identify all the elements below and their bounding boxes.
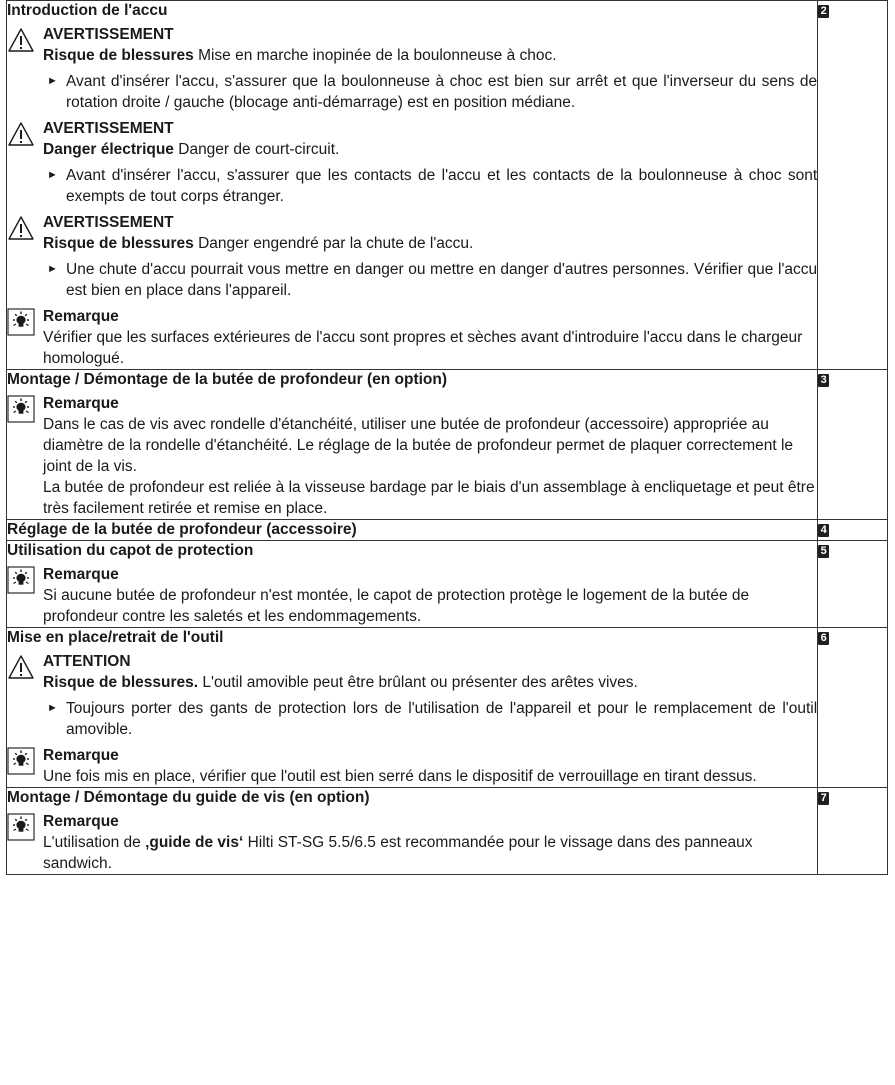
warning-block — [7, 118, 817, 207]
warning-heading: AVERTISSEMENT — [43, 120, 174, 137]
figure-number-badge: 7 — [818, 792, 829, 805]
risk-bold: Danger électrique — [43, 141, 174, 158]
instruction-table — [6, 0, 888, 875]
figure-number-badge: 2 — [818, 5, 829, 18]
note-block — [7, 306, 817, 369]
bullet-text: Avant d'insérer l'accu, s'assurer que les contacts de l'accu et les contacts de la boulonneuse à choc sont exempts de tout corps étranger. — [66, 167, 818, 205]
note-text-2: La butée de profondeur est reliée à la visseuse bardage par le biais d'un assemblage à encliquetage et peut être très facilement retirée et remise en place. — [43, 479, 815, 517]
section-title: Introduction de l'accu — [7, 2, 168, 19]
lightbulb-icon — [7, 395, 35, 423]
lightbulb-icon — [7, 566, 35, 594]
warning-block — [7, 24, 817, 113]
risk-line — [43, 672, 817, 693]
section-content — [7, 520, 818, 541]
section-content — [7, 788, 818, 875]
figure-number-badge: 4 — [818, 524, 829, 537]
risk-line — [43, 139, 817, 160]
bullet-text: Une chute d'accu pourrait vous mettre en danger ou mettre en danger d'autres personnes. Vérifier que l'accu est bien en place dans l'appareil. — [66, 261, 818, 299]
warning-heading: ATTENTION — [43, 653, 131, 670]
risk-text: L'outil amovible peut être brûlant ou présenter des arêtes vives. — [202, 674, 638, 691]
figure-number-cell — [818, 1, 888, 370]
note-text: Dans le cas de vis avec rondelle d'étanchéité, utiliser une butée de profondeur (accessoire) appropriée au diamètre de la rondelle d'étanchéité. Le réglage de la butée de profondeur permet de plaquer correctement le joint de la vis. — [43, 416, 794, 475]
warning-triangle-icon — [7, 120, 35, 148]
bullet-text: Toujours porter des gants de protection lors de l'utilisation de l'appareil et pour le remplacement de l'outil amovible. — [66, 700, 818, 738]
warning-triangle-icon — [7, 26, 35, 54]
section-row — [7, 541, 888, 628]
risk-bold: Risque de blessures — [43, 235, 194, 252]
warning-triangle-icon — [7, 653, 35, 681]
note-block — [7, 393, 817, 519]
section-content — [7, 370, 818, 520]
section-row — [7, 370, 888, 520]
note-heading: Remarque — [43, 747, 119, 764]
note-text-pre: L'utilisation de — [43, 834, 141, 851]
bullet-arrow-icon: ► — [47, 263, 58, 275]
figure-number-cell — [818, 370, 888, 520]
warning-block — [7, 212, 817, 301]
note-text: Une fois mis en place, vérifier que l'outil est bien serré dans le dispositif de verrouillage en tirant dessus. — [43, 768, 757, 785]
risk-text: Danger engendré par la chute de l'accu. — [198, 235, 474, 252]
note-text-post: Hilti ST-SG 5.5/6.5 est recommandée pour le vissage dans des panneaux sandwich. — [43, 834, 753, 872]
note-block — [7, 745, 817, 787]
section-title: Mise en place/retrait de l'outil — [7, 629, 224, 646]
figure-number-cell — [818, 541, 888, 628]
note-heading: Remarque — [43, 566, 119, 583]
bullet-arrow-icon: ► — [47, 169, 58, 181]
figure-number-badge: 5 — [818, 545, 829, 558]
warning-heading: AVERTISSEMENT — [43, 26, 174, 43]
warning-heading: AVERTISSEMENT — [43, 214, 174, 231]
lightbulb-icon — [7, 747, 35, 775]
note-text: Vérifier que les surfaces extérieures de l'accu sont propres et sèches avant d'introduire l'accu dans le chargeur homologué. — [43, 329, 803, 367]
note-text: Si aucune butée de profondeur n'est montée, le capot de protection protège le logement de la butée de profondeur contre les saletés et les endommagements. — [43, 587, 750, 625]
section-row — [7, 520, 888, 541]
lightbulb-icon — [7, 308, 35, 336]
bullet-item — [43, 71, 817, 113]
risk-bold: Risque de blessures — [43, 47, 194, 64]
note-block — [7, 811, 817, 874]
section-title: Réglage de la butée de profondeur (accessoire) — [7, 521, 357, 538]
lightbulb-icon — [7, 813, 35, 841]
warning-block — [7, 651, 817, 740]
section-content — [7, 1, 818, 370]
note-text-bold: ‚guide de vis‘ — [145, 834, 244, 851]
bullet-arrow-icon: ► — [47, 702, 58, 714]
bullet-text: Avant d'insérer l'accu, s'assurer que la boulonneuse à choc est bien sur arrêt et que l'inverseur du sens de rotation droite / gauche (blocage anti-démarrage) est en position médiane. — [66, 73, 818, 111]
risk-bold: Risque de blessures. — [43, 674, 199, 691]
bullet-item — [43, 259, 817, 301]
section-content — [7, 628, 818, 788]
section-row — [7, 628, 888, 788]
section-title: Montage / Démontage du guide de vis (en option) — [7, 789, 370, 806]
bullet-arrow-icon: ► — [47, 75, 58, 87]
note-heading: Remarque — [43, 395, 119, 412]
figure-number-badge: 3 — [818, 374, 829, 387]
section-title: Utilisation du capot de protection — [7, 542, 254, 559]
note-text — [43, 832, 817, 874]
figure-number-badge: 6 — [818, 632, 829, 645]
risk-line — [43, 45, 817, 66]
bullet-item — [43, 165, 817, 207]
section-row — [7, 788, 888, 875]
section-row — [7, 1, 888, 370]
warning-triangle-icon — [7, 214, 35, 242]
figure-number-cell — [818, 520, 888, 541]
note-block — [7, 564, 817, 627]
figure-number-cell — [818, 628, 888, 788]
note-heading: Remarque — [43, 308, 119, 325]
section-title: Montage / Démontage de la butée de profondeur (en option) — [7, 371, 448, 388]
risk-line — [43, 233, 817, 254]
risk-text: Danger de court-circuit. — [178, 141, 340, 158]
figure-number-cell — [818, 788, 888, 875]
risk-text: Mise en marche inopinée de la boulonneuse à choc. — [198, 47, 557, 64]
section-content — [7, 541, 818, 628]
bullet-item — [43, 698, 817, 740]
note-heading: Remarque — [43, 813, 119, 830]
